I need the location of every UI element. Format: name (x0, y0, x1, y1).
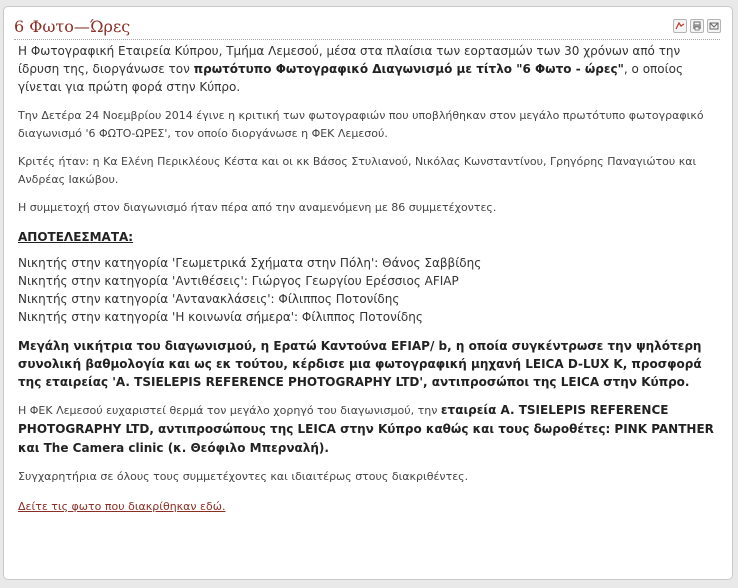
winner-item: Νικητής στην κατηγορία 'Αντανακλάσεις': Φίλιππος Ποτονίδης (18, 292, 400, 306)
winners-list (18, 254, 720, 326)
winning-photos-link[interactable]: Δείτε τις φωτο που διακρίθηκαν εδώ. (18, 500, 226, 513)
photos-link-wrap (18, 495, 720, 516)
winner-item: Νικητής στην κατηγορία 'Η κοινωνία σήμερα': Φίλιππος Ποτονίδης (18, 310, 423, 324)
judges-paragraph: Κριτές ήταν: η Κα Ελένη Περικλέους Κέστα και οι κκ Βάσος Στυλιανού, Νικόλας Κωνσταντίνου, Γρηγόρης Παναγιώτου και Ανδρέας Ιακώβου. (18, 155, 697, 186)
winner-item: Νικητής στην κατηγορία 'Αντιθέσεις': Γιώργος Γεωργίου Ερέσσιος AFIAP (18, 274, 459, 288)
title-divider (14, 39, 720, 40)
intro-paragraph: Η Φωτογραφική Εταιρεία Κύπρου, Τμήμα Λεμεσού, μέσα στα πλαίσια των εορτασμών των 30 χρόνων από την ίδρυση της, διοργάνωσε τον πρωτότυπο Φωτογραφικό Διαγωνισμό με τίτλο "6 Φωτο - ώρες", ο οποίος γίνεται για πρώτη φορά στην Κύπρο. (18, 44, 684, 94)
participation-paragraph: Η συμμετοχή στον διαγωνισμό ήταν πέρα από την αναμενόμενη με 86 συμμετέχοντες. (18, 201, 497, 214)
pdf-icon[interactable] (673, 19, 687, 33)
article-body (18, 42, 720, 516)
article-toolbar (673, 19, 721, 33)
page-title: 6 Φωτο—Ώρες (14, 17, 131, 36)
grand-winner-paragraph: Μεγάλη νικήτρια του διαγωνισμού, η Ερατώ Καντούνα EFIAP/ b, η οποία συγκέντρωσε την ψηλότερη συνολική βαθμολογία και ως εκ τούτου, κέρδισε μια φωτογραφική μηχανή LEICA D-LUX K, προσφορά της εταιρείας 'A. TSIELEPIS REFERENCE PHOTOGRAPHY LTD', αντιπροσώποι της LEICA στην Κύπρο. (18, 339, 702, 389)
thanks-paragraph: Η ΦΕΚ Λεμεσού ευχαριστεί θερμά τον μεγάλο χορηγό του διαγωνισμού, την εταιρεία A. TSIELEPIS REFERENCE PHOTOGRAPHY LTD, αντιπροσώπους της LEICA στην Κύπρο καθώς και τους δωροθέτες: PINK PANTHER και The Camera clinic (κ. Θεόφιλο Μπερναλή). (18, 403, 714, 455)
print-icon[interactable] (690, 19, 704, 33)
congrats-paragraph: Συγχαρητήρια σε όλους τους συμμετέχοντες και ιδιαιτέρως στους διακριθέντες. (18, 470, 469, 483)
winner-item: Νικητής στην κατηγορία 'Γεωμετρικά Σχήματα στην Πόλη': Θάνος Σαββίδης (18, 256, 482, 270)
judging-date-paragraph: Την Δετέρα 24 Νοεμβρίου 2014 έγινε η κριτική των φωτογραφιών που υποβλήθηκαν στον μεγάλο πρωτότυπο φωτογραφικό διαγωνισμό '6 ΦΩΤΟ-ΩΡΕΣ', τον οποίο διοργάνωσε η ΦΕΚ Λεμεσού. (18, 109, 704, 140)
article-panel (3, 6, 733, 580)
email-icon[interactable] (707, 19, 721, 33)
results-heading: ΑΠΟΤΕΛΕΣΜΑΤΑ: (18, 230, 134, 244)
